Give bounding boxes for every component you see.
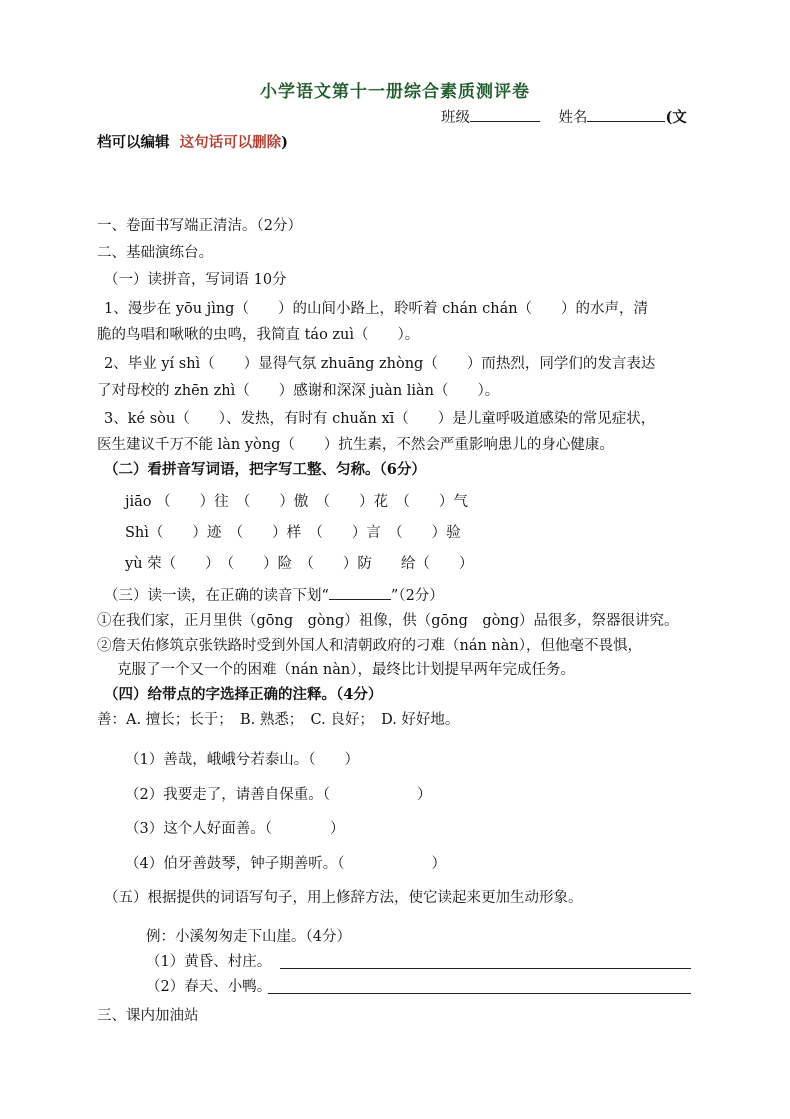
part-3-q2-line2: 克服了一个又一个的困难（nán nàn），最终比计划提早两年完成任务。 xyxy=(117,662,576,678)
part-5-example: 例：小溪匆匆走下山崖。（4分） xyxy=(146,929,351,945)
part-4-options: 善：A. 擅长；长于； B. 熟悉； C. 良好； D. 好好地。 xyxy=(97,712,460,728)
part-1-q1-line1: 1、漫步在 yōu jìng（ ）的山间小路上，聆听着 chán chán（ ）的水声，清 xyxy=(104,301,649,317)
part-3-q2-line1: ②詹天佑修筑京张铁路时受到外国人和清朝政府的刁难（nán nàn），但他毫不畏惧， xyxy=(97,638,643,654)
part-4-q1: （1）善哉，峨峨兮若泰山。（ ） xyxy=(125,752,359,768)
part-5-heading: （五）根据提供的词语写句子，用上修辞方法，使它读起来更加生动形象。 xyxy=(104,890,583,906)
part-1-q2-line2: 了对母校的 zhēn zhì（ ）感谢和深深 juàn liàn（ ）。 xyxy=(97,383,500,399)
part-2-row-2: Shì（ ）迹 （ ）样 （ ）言 （ ）验 xyxy=(125,525,461,541)
underline-sample xyxy=(329,585,391,600)
answer-line-1[interactable] xyxy=(280,967,691,969)
name-label: 姓名 xyxy=(558,110,588,126)
part-3-heading xyxy=(104,585,444,606)
part-5-q1: （1）黄昏、村庄。 xyxy=(146,954,272,970)
class-field[interactable] xyxy=(470,107,540,122)
part-2-row-3: yù 荣（ ） （ ）险 （ ）防 给（ ） xyxy=(125,556,474,572)
part-4-q3: （3）这个人好面善。（ ） xyxy=(125,821,345,837)
part-3-q1: ①在我们家，正月里供（gōng gòng）祖像，供（gōng gòng）品很多，祭器很讲究。 xyxy=(97,613,679,629)
class-label: 班级 xyxy=(441,110,470,126)
part-1-q1-line2: 脆的鸟唱和啾啾的虫鸣，我简直 táo zuì（ ）。 xyxy=(97,327,420,343)
note-text-a: 档可以编辑 xyxy=(97,134,170,151)
page-title: 小学语文第十一册综合素质测评卷 xyxy=(260,82,530,102)
header-fields xyxy=(441,107,687,128)
part-4-q4: （4）伯牙善鼓琴，钟子期善听。（ ） xyxy=(125,856,446,872)
part-4-heading: （四）给带点的字选择正确的注释。（4分） xyxy=(104,686,383,703)
part-2-row-1: jiāo （ ）往 （ ）傲 （ ）花 （ ）气 xyxy=(125,494,468,510)
part-1-q3-line2: 医生建议千万不能 làn yòng（ ）抗生素，不然会严重影响患儿的身心健康。 xyxy=(97,437,614,453)
part-4-q2: （2）我要走了，请善自保重。（ ） xyxy=(125,787,432,803)
note-text-b: 这句话可以删除 xyxy=(179,134,282,151)
name-field[interactable] xyxy=(587,107,665,122)
part-1-heading: （一）读拼音，写词语 10分 xyxy=(104,272,287,288)
section-2: 二、基础演练台。 xyxy=(97,245,213,261)
note-start: (文 xyxy=(665,109,687,126)
part-5-q2: （2）春天、小鸭。 xyxy=(146,979,272,995)
part-1-q3-line1: 3、ké sòu（ ）、发热，有时有 chuǎn xī（ ）是儿童呼吸道感染的常见症状， xyxy=(104,411,656,427)
part-1-q2-line1: 2、毕业 yí shì（ ）显得气氛 zhuāng zhòng（ ）而热烈，同学们的发言表达 xyxy=(104,356,656,372)
section-1: 一、卷面书写端正清洁。（2分） xyxy=(97,218,302,234)
note-end: ) xyxy=(281,134,288,151)
editable-note xyxy=(97,133,288,153)
part-3-heading-b: ”（2分） xyxy=(390,588,444,604)
part-2-heading: （二）看拼音写词语，把字写工整、匀称。（6分） xyxy=(104,461,426,478)
answer-line-2[interactable] xyxy=(268,992,691,994)
section-3: 三、课内加油站 xyxy=(97,1008,199,1024)
part-3-heading-a: （三）读一读，在正确的读音下划“ xyxy=(104,588,329,604)
